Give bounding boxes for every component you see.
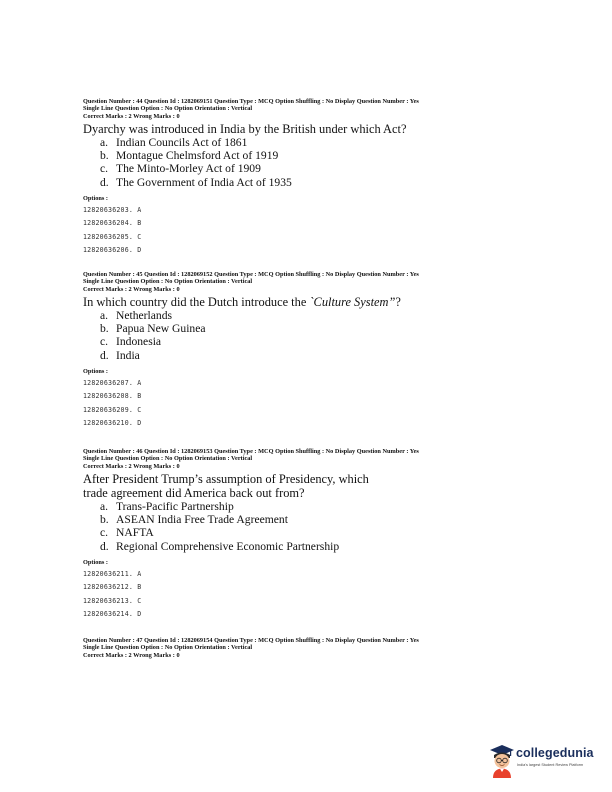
option-id: 12820636214. D: [83, 609, 142, 618]
option-letter: c.: [100, 162, 109, 176]
option-text: The Government of India Act of 1935: [116, 175, 292, 189]
collegedunia-logo: [489, 744, 609, 778]
option-id: 12820636206. D: [83, 245, 142, 254]
option-text: Netherlands: [116, 308, 173, 322]
option-d: [100, 176, 523, 189]
question-47: [83, 637, 523, 660]
question-meta-line1: Question Number : 45 Question Id : 1282069152 Question Type : MCQ Option Shuffling : No Display Question Number : Yes: [83, 271, 419, 278]
option-c: [100, 526, 523, 539]
option-letter: d.: [100, 175, 109, 189]
option-text: Indonesia: [116, 335, 162, 349]
option-d: [100, 349, 523, 362]
option-id: 12820636204. B: [83, 219, 142, 228]
question-44: [83, 98, 523, 257]
question-meta-line1: Question Number : 44 Question Id : 1282069151 Question Type : MCQ Option Shuffling : No Display Question Number : Yes: [83, 98, 419, 105]
question-marks: Correct Marks : 2 Wrong Marks : 0: [83, 286, 180, 294]
option-id: 12820636208. B: [83, 392, 142, 401]
question-text-italic: `Culture System”: [309, 294, 396, 309]
option-letter: c.: [100, 526, 109, 540]
question-meta-line1: Question Number : 47 Question Id : 1282069154 Question Type : MCQ Option Shuffling : No Display Question Number : Yes: [83, 637, 419, 644]
option-text: Montague Chelmsford Act of 1919: [116, 149, 279, 163]
question-45: [83, 271, 523, 430]
option-id: 12820636205. C: [83, 232, 142, 241]
brand-tagline: India's largest Student Review Platform: [517, 763, 584, 767]
option-letter: b.: [100, 322, 109, 336]
option-c: [100, 162, 523, 175]
question-text-prefix: In which country did the Dutch introduce the: [83, 294, 310, 309]
option-b: [100, 149, 523, 162]
option-id: 12820636207. A: [83, 379, 142, 388]
option-c: [100, 335, 523, 348]
option-a: [100, 500, 523, 513]
option-letter: c.: [100, 335, 109, 349]
option-id: 12820636209. C: [83, 405, 142, 414]
question-marks: Correct Marks : 2 Wrong Marks : 0: [83, 652, 180, 660]
option-text: India: [116, 348, 140, 362]
option-text: Regional Comprehensive Economic Partnership: [116, 539, 340, 553]
option-text: Papua New Guinea: [116, 322, 206, 336]
option-text: Indian Councils Act of 1861: [116, 135, 248, 149]
option-id-list: [83, 204, 523, 257]
option-id: 12820636213. C: [83, 596, 142, 605]
question-meta-line2: Single Line Question Option : No Option Orientation : Vertical: [83, 455, 253, 463]
option-id: 12820636212. B: [83, 583, 142, 592]
option-letter: b.: [100, 149, 109, 163]
option-list: [100, 309, 523, 363]
option-text: Trans-Pacific Partnership: [116, 499, 234, 513]
option-b: [100, 513, 523, 526]
option-a: [100, 136, 523, 149]
question-meta-line2: Single Line Question Option : No Option Orientation : Vertical: [83, 644, 253, 652]
option-id: 12820636203. A: [83, 206, 142, 215]
question-marks: Correct Marks : 2 Wrong Marks : 0: [83, 113, 180, 121]
option-list: [100, 500, 523, 554]
question-text: [83, 295, 423, 309]
option-text: NAFTA: [116, 526, 154, 540]
option-id-list: [83, 568, 523, 621]
option-b: [100, 322, 523, 335]
question-meta-line1: Question Number : 46 Question Id : 1282069153 Question Type : MCQ Option Shuffling : No Display Question Number : Yes: [83, 448, 419, 455]
option-letter: a.: [100, 308, 109, 322]
option-letter: a.: [100, 135, 109, 149]
option-id: 12820636210. D: [83, 418, 142, 427]
question-text: Dyarchy was introduced in India by the British under which Act?: [83, 121, 407, 136]
option-letter: d.: [100, 539, 109, 553]
question-text: After President Trump’s assumption of Presidency, which trade agreement did America back out from?: [83, 471, 369, 500]
question-meta-line2: Single Line Question Option : No Option Orientation : Vertical: [83, 278, 253, 286]
option-letter: d.: [100, 348, 109, 362]
brand-name: collegedunia: [516, 746, 594, 760]
question-meta-line2: Single Line Question Option : No Option Orientation : Vertical: [83, 105, 253, 113]
option-text: ASEAN India Free Trade Agreement: [116, 513, 288, 527]
option-id: 12820636211. A: [83, 570, 142, 579]
question-text-suffix: ?: [395, 294, 401, 309]
option-a: [100, 309, 523, 322]
question-46: [83, 448, 523, 621]
option-list: [100, 136, 523, 190]
option-text: The Minto-Morley Act of 1909: [116, 162, 261, 176]
option-letter: b.: [100, 513, 109, 527]
option-id-list: [83, 377, 523, 430]
question-marks: Correct Marks : 2 Wrong Marks : 0: [83, 463, 180, 471]
options-label: Options :: [83, 368, 109, 376]
option-letter: a.: [100, 499, 109, 513]
student-mascot-icon: [489, 744, 515, 778]
option-d: [100, 540, 523, 553]
options-label: Options :: [83, 195, 109, 203]
options-label: Options :: [83, 559, 109, 567]
